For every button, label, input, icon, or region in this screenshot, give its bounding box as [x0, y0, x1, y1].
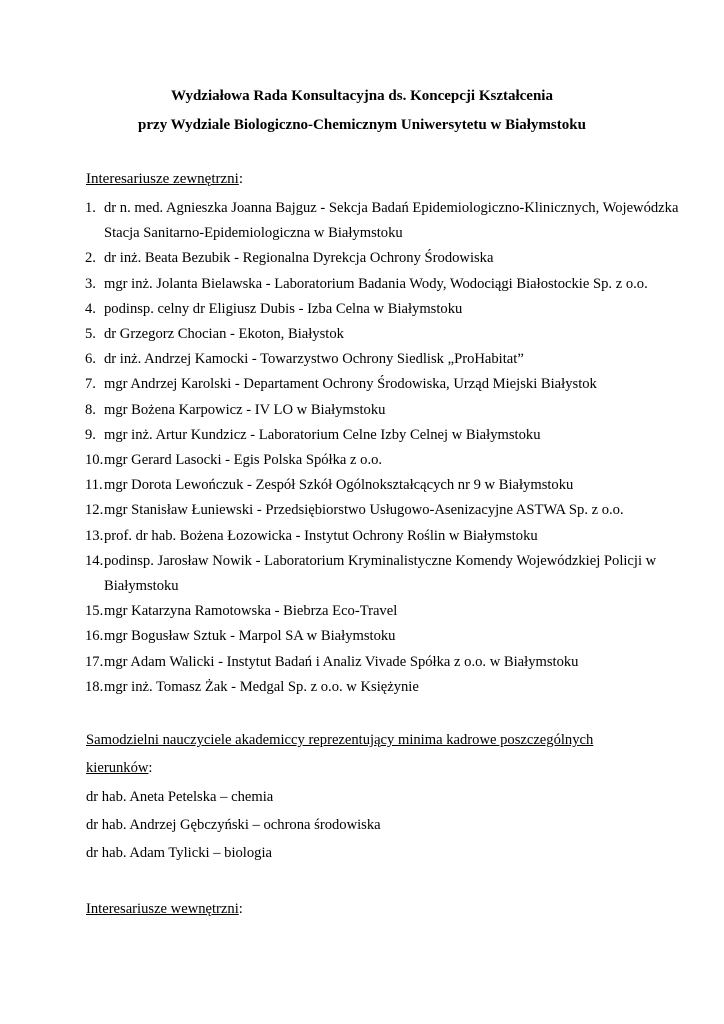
academic-item: dr hab. Adam Tylicki – biologia — [86, 845, 272, 861]
list-item-number: 5. — [85, 326, 96, 343]
external-heading-text: Interesariusze zewnętrzni — [86, 171, 239, 187]
list-item — [0, 624, 724, 649]
list-item-number: 12. — [85, 502, 104, 519]
list-item — [0, 549, 724, 599]
list-item — [0, 524, 724, 549]
internal-heading-colon: : — [238, 901, 243, 917]
list-item-text: mgr Bogusław Sztuk - Marpol SA w Białymstoku — [104, 628, 396, 645]
list-item — [0, 372, 724, 397]
list-item-text: dr inż. Beata Bezubik - Regionalna Dyrekcja Ochrony Środowiska — [104, 250, 494, 267]
internal-heading-text: Interesariusze wewnętrzni — [86, 901, 239, 917]
list-item-number: 1. — [85, 200, 96, 216]
list-item-number: 6. — [85, 351, 96, 368]
list-item-number: 8. — [85, 401, 96, 418]
list-item-number: 3. — [85, 275, 96, 292]
list-item-text: mgr inż. Artur Kundzicz - Laboratorium Celne Izby Celnej w Białymstoku — [104, 426, 541, 443]
list-item-number: 17. — [85, 653, 104, 670]
list-item — [0, 196, 724, 246]
list-item-text: mgr Dorota Lewończuk - Zespół Szkół Ogólnokształcących nr 9 w Białymstoku — [104, 477, 574, 494]
list-item-number: 7. — [85, 376, 96, 393]
list-item — [0, 272, 724, 297]
list-item-text: dr Grzegorz Chocian - Ekoton, Białystok — [104, 326, 344, 343]
list-item-text: podinsp. celny dr Eligiusz Dubis - Izba Celna w Białymstoku — [104, 300, 463, 317]
list-item — [0, 398, 724, 423]
list-item-number: 18. — [85, 678, 104, 695]
list-item-text: mgr inż. Tomasz Żak - Medgal Sp. z o.o. w Księżynie — [104, 678, 419, 695]
list-item-number: 14. — [85, 552, 104, 569]
list-item-number: 10. — [85, 452, 104, 469]
list-item-text: mgr Stanisław Łuniewski - Przedsiębiorstwo Usługowo-Asenizacyjne ASTWA Sp. z o.o. — [104, 502, 624, 519]
academic-heading-colon: : — [148, 760, 153, 776]
list-item — [0, 448, 724, 473]
academic-heading-text-1: Samodzielni nauczyciele akademiccy reprezentujący minima kadrowe poszczególnych — [86, 732, 594, 748]
academic-heading-line1 — [86, 731, 593, 749]
list-item-text: prof. dr hab. Bożena Łozowicka - Instytut Ochrony Roślin w Białymstoku — [104, 527, 538, 544]
list-item — [0, 498, 724, 523]
list-item-number: 16. — [85, 628, 104, 645]
list-item-number: 2. — [85, 250, 96, 267]
list-item — [0, 322, 724, 347]
list-item-text: dr inż. Andrzej Kamocki - Towarzystwo Ochrony Siedlisk „ProHabitat” — [104, 351, 524, 368]
external-stakeholders-heading — [86, 170, 243, 188]
document-title-line2: przy Wydziale Biologiczno-Chemicznym Uniwersytetu w Białymstoku — [138, 117, 586, 133]
document-title-line1: Wydziałowa Rada Konsultacyjna ds. Koncepcji Kształcenia — [171, 88, 553, 104]
list-item-text: mgr Andrzej Karolski - Departament Ochrony Środowiska, Urząd Miejski Białystok — [104, 376, 597, 393]
list-item-text: mgr Gerard Lasocki - Egis Polska Spółka z o.o. — [104, 452, 383, 469]
academic-item: dr hab. Andrzej Gębczyński – ochrona środowiska — [86, 817, 381, 833]
list-item — [0, 297, 724, 322]
list-item-text: mgr inż. Jolanta Bielawska - Laboratorium Badania Wody, Wodociągi Białostockie Sp. z o.o. — [104, 275, 648, 292]
list-item — [0, 423, 724, 448]
list-item — [0, 246, 724, 271]
list-item-number: 13. — [85, 527, 104, 544]
list-item-number: 11. — [85, 477, 103, 494]
list-item-number: 4. — [85, 300, 96, 317]
list-item-text: podinsp. Jarosław Nowik - Laboratorium Kryminalistyczne Komendy Wojewódzkiej Policji w Białymstoku — [104, 552, 657, 595]
list-item — [0, 473, 724, 498]
list-item-text: mgr Adam Walicki - Instytut Badań i Analiz Vivade Spółka z o.o. w Białymstoku — [104, 653, 579, 670]
external-heading-colon: : — [238, 171, 243, 187]
list-item — [0, 675, 724, 700]
list-item-number: 9. — [85, 426, 96, 443]
list-item — [0, 599, 724, 624]
academic-heading-line2 — [86, 759, 152, 777]
list-item-text: mgr Katarzyna Ramotowska - Biebrza Eco-Travel — [104, 603, 398, 620]
internal-stakeholders-heading — [86, 900, 243, 918]
academic-heading-text-2: kierunków — [86, 760, 149, 776]
list-item-number: 15. — [85, 603, 104, 620]
list-item-text: mgr Bożena Karpowicz - IV LO w Białymstoku — [104, 401, 386, 418]
academic-item: dr hab. Aneta Petelska – chemia — [86, 789, 274, 805]
list-item-text: dr n. med. Agnieszka Joanna Bajguz - Sekcja Badań Epidemiologiczno-Klinicznych, Wojewódzka Stacja Sanitarno-Epidemiologiczna w Białymstoku — [104, 200, 679, 242]
external-stakeholders-list — [0, 196, 724, 700]
list-item — [0, 650, 724, 675]
list-item — [0, 347, 724, 372]
